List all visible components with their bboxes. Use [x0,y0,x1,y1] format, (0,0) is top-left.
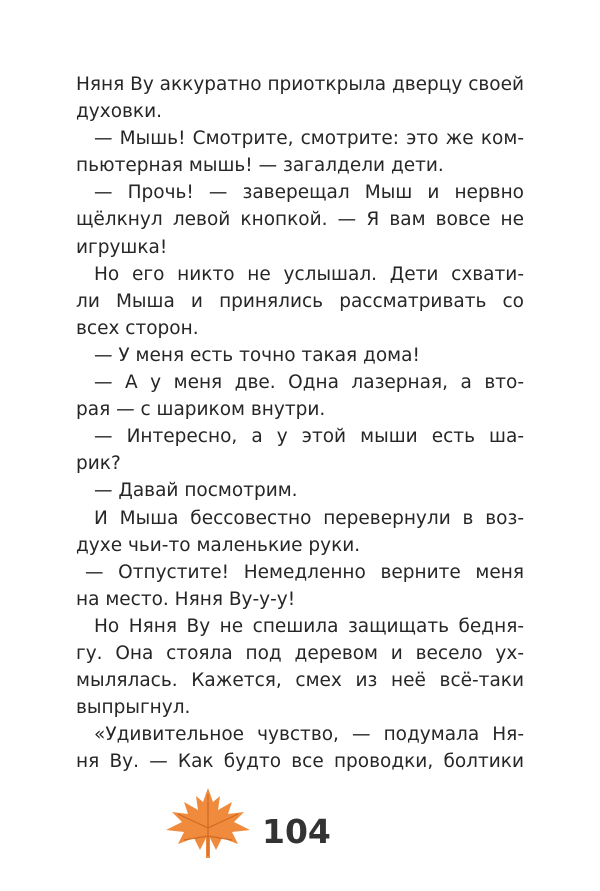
text-line: Но его никто не услышал. Дети схвати- [94,263,524,285]
page-text [76,71,524,775]
text-line: выпрыгнул. [76,697,191,719]
text-line: рая — с шариком внутри. [76,399,326,421]
text-line: — Интересно, а у этой мыши есть ша- [94,426,524,448]
maple-leaf-icon [160,784,256,860]
text-line: — Мышь! Смотрите, смотрите: это же ком- [94,128,524,150]
text-line: рик? [76,453,121,475]
text-line: пьютерная мышь! — загалдели дети. [76,155,444,177]
text-line: ли Мыша и принялись рассматривать со [76,290,524,312]
text-line: игрушка! [76,236,168,258]
text-line: И Мыша бессовестно перевернули в воз- [94,507,524,529]
text-line: — Давай посмотрим. [94,480,298,502]
text-line: — У меня есть точно такая дома! [94,344,420,366]
text-line: гу. Она стояла под деревом и весело ух- [76,642,524,664]
text-line: мылялась. Кажется, смех из неё всё-таки [76,670,524,692]
page-number: 104 [262,812,331,851]
text-line: всех сторон. [76,317,199,339]
text-line: «Удивительное чувство, — подумала Ня- [94,724,524,746]
text-line: духе чьи-то маленькие руки. [76,534,361,556]
text-line: щёлкнул левой кнопкой. — Я вам вовсе не [76,209,524,231]
text-line: Няня Ву аккуратно приоткрыла дверцу своей [76,74,525,95]
text-line: — Прочь! — заверещал Мыш и нервно [94,182,524,204]
text-line: Но Няня Ву не спешила защищать бедня- [94,615,524,637]
text-line: — А у меня две. Одна лазерная, а вто- [94,372,524,394]
text-line: на место. Няня Ву-у-у! [76,588,296,610]
text-line: — Отпустите! Немедленно верните меня [85,561,524,583]
text-line: духовки. [76,101,162,123]
text-line: ня Ву. — Как будто все проводки, болтики [76,751,524,773]
